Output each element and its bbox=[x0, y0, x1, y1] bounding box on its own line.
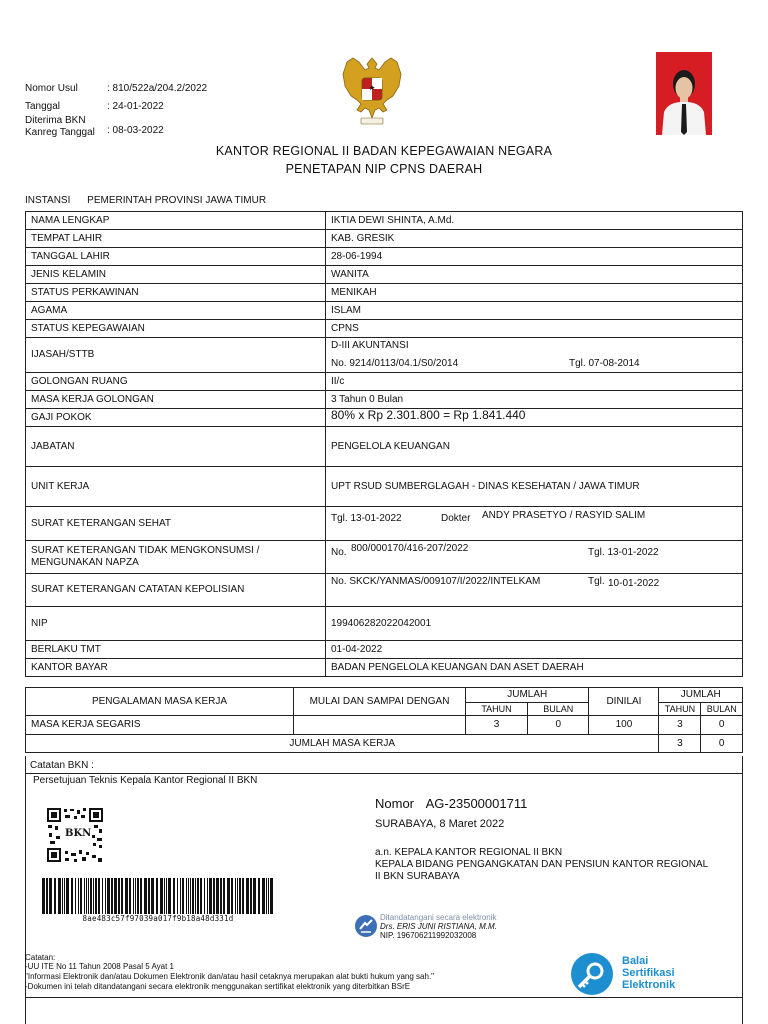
barcode-bar bbox=[209, 878, 212, 914]
barcode-bar bbox=[42, 878, 45, 914]
table-row bbox=[26, 541, 743, 574]
bsre-line-1: Balai bbox=[622, 955, 649, 967]
col-mulai: MULAI DAN SAMPAI DENGAN bbox=[294, 688, 466, 716]
instansi-label: INSTANSI bbox=[25, 195, 71, 206]
bsre-text bbox=[622, 955, 675, 991]
barcode-text: 8ae483c57f97039a017f9b18a48d331d bbox=[82, 914, 234, 923]
total-bulan: 0 bbox=[701, 735, 743, 753]
golongan-value: II/c bbox=[326, 373, 743, 391]
barcode-bar bbox=[118, 878, 120, 914]
table-row bbox=[26, 427, 743, 467]
nip-value: 199406282022042001 bbox=[326, 607, 743, 641]
table-row bbox=[26, 607, 743, 641]
barcode-bar bbox=[180, 878, 181, 914]
table-row bbox=[26, 391, 743, 409]
table-row bbox=[26, 467, 743, 507]
barcode-bar bbox=[173, 878, 175, 914]
footer-divider bbox=[25, 997, 743, 998]
kepolisian-tgl: 10-01-2022 bbox=[608, 578, 660, 589]
napza-label-1: SURAT KETERANGAN TIDAK MENGKONSUMSI / bbox=[31, 545, 260, 556]
col-dinilai: DINILAI bbox=[589, 688, 659, 716]
berlaku-tmt-label: BERLAKU TMT bbox=[26, 641, 326, 659]
status-perkawinan-label: STATUS PERKAWINAN bbox=[26, 284, 326, 302]
barcode-bar bbox=[237, 878, 238, 914]
diterima-value: : 08-03-2022 bbox=[107, 125, 164, 136]
barcode-bar bbox=[121, 878, 123, 914]
ijasah-tgl: Tgl. 07-08-2014 bbox=[569, 358, 640, 369]
unit-kerja-label: UNIT KERJA bbox=[26, 467, 326, 507]
golongan-label: GOLONGAN RUANG bbox=[26, 373, 326, 391]
barcode-bar bbox=[258, 878, 260, 914]
pejabat-nip: NIP. 196706211992032008 bbox=[380, 931, 477, 940]
barcode-bar bbox=[200, 878, 202, 914]
barcode-bar bbox=[75, 878, 76, 914]
nomor-usul-value: : 810/522a/204.2/2022 bbox=[107, 83, 208, 94]
barcode-bar bbox=[192, 878, 194, 914]
footer-line-1: -UU ITE No 11 Tahun 2008 Pasal 5 Ayat 1 bbox=[25, 962, 174, 971]
barcode-bar bbox=[164, 878, 165, 914]
barcode-bar bbox=[90, 878, 92, 914]
barcode-bar bbox=[220, 878, 222, 914]
surat-sehat-dokter-label: Dokter bbox=[441, 513, 471, 524]
kota-tanggal: SURABAYA, 8 Maret 2022 bbox=[375, 818, 505, 830]
tanggal-lahir-value: 28-06-1994 bbox=[326, 248, 743, 266]
barcode-bar bbox=[177, 878, 178, 914]
diterima-label-2: Kanreg Tanggal bbox=[25, 127, 95, 138]
napza-label-2: MENGUNAKAN NAPZA bbox=[31, 557, 139, 568]
barcode bbox=[42, 878, 274, 914]
agama-value: ISLAM bbox=[326, 302, 743, 320]
table-row bbox=[26, 735, 743, 753]
persetujuan-text: Persetujuan Teknis Kepala Kantor Regional II BKN bbox=[33, 775, 258, 786]
barcode-bar bbox=[144, 878, 147, 914]
jenis-kelamin-value: WANITA bbox=[326, 266, 743, 284]
barcode-bar bbox=[102, 878, 103, 914]
barcode-bar bbox=[133, 878, 134, 914]
jabatan-line-1: KEPALA BIDANG PENGANGKATAN DAN PENSIUN KANTOR REGIONAL bbox=[375, 859, 709, 870]
tempat-lahir-value: KAB. GRESIK bbox=[326, 230, 743, 248]
barcode-bar bbox=[242, 878, 244, 914]
jabatan-value: PENGELOLA KEUANGAN bbox=[326, 427, 743, 467]
jabatan-line-2: II BKN SURABAYA bbox=[375, 871, 460, 882]
barcode-bar bbox=[78, 878, 79, 914]
table-row bbox=[26, 230, 743, 248]
tanggal-label: Tanggal bbox=[25, 101, 61, 112]
barcode-bar bbox=[207, 878, 208, 914]
instansi-value: PEMERINTAH PROVINSI JAWA TIMUR bbox=[87, 195, 267, 206]
barcode-bar bbox=[188, 878, 189, 914]
status-kepegawaian-label: STATUS KEPEGAWAIAN bbox=[26, 320, 326, 338]
col-tahun: TAHUN bbox=[466, 703, 528, 716]
table-row bbox=[26, 507, 743, 541]
barcode-bar bbox=[137, 878, 139, 914]
napza-no: 800/000170/416-207/2022 bbox=[351, 543, 469, 554]
footer-line-2: "Informasi Elektronik dan/atau Dokumen Elektronik dan/atau hasil cetaknya merupakan alat bukti hukum yang sah." bbox=[25, 972, 435, 981]
barcode-bar bbox=[125, 878, 128, 914]
barcode-bar bbox=[140, 878, 142, 914]
bsre-line-3: Elektronik bbox=[622, 979, 676, 991]
agama-label: AGAMA bbox=[26, 302, 326, 320]
barcode-bar bbox=[71, 878, 73, 914]
barcode-bar bbox=[195, 878, 196, 914]
status-kepegawaian-value: CPNS bbox=[326, 320, 743, 338]
barcode-bar bbox=[223, 878, 225, 914]
tanggal-lahir-label: TANGGAL LAHIR bbox=[26, 248, 326, 266]
office-title: KANTOR REGIONAL II BADAN KEPEGAWAIAN NEGARA bbox=[215, 144, 553, 158]
row-bulan: 0 bbox=[528, 716, 589, 735]
barcode-bar bbox=[58, 878, 61, 914]
row-dinilai: 100 bbox=[589, 716, 659, 735]
an-line: a.n. KEPALA KANTOR REGIONAL II BKN bbox=[375, 847, 563, 858]
table-row bbox=[26, 409, 743, 427]
unit-kerja-value: UPT RSUD SUMBERGLAGAH - DINAS KESEHATAN / JAWA TIMUR bbox=[326, 467, 743, 507]
table-row bbox=[26, 716, 743, 735]
table-row bbox=[26, 302, 743, 320]
barcode-bar bbox=[46, 878, 48, 914]
barcode-bar bbox=[135, 878, 136, 914]
barcode-bar bbox=[160, 878, 163, 914]
barcode-bar bbox=[166, 878, 167, 914]
nama-label: NAMA LENGKAP bbox=[26, 212, 326, 230]
barcode-bar bbox=[66, 878, 69, 914]
data-table bbox=[25, 211, 743, 677]
ijasah-no: No. 9214/0113/04.1/S0/2014 bbox=[331, 358, 459, 369]
barcode-bar bbox=[98, 878, 100, 914]
barcode-bar bbox=[62, 878, 63, 914]
barcode-bar bbox=[156, 878, 158, 914]
signature-stamp-icon bbox=[354, 914, 378, 938]
barcode-bar bbox=[111, 878, 113, 914]
instansi-row bbox=[25, 195, 266, 206]
barcode-bar bbox=[64, 878, 65, 914]
barcode-bar bbox=[182, 878, 184, 914]
status-perkawinan-value: MENIKAH bbox=[326, 284, 743, 302]
qr-logo-text: BKN bbox=[65, 828, 92, 839]
barcode-bar bbox=[216, 878, 219, 914]
kepolisian-label: SURAT KETERANGAN CATATAN KEPOLISIAN bbox=[26, 574, 326, 607]
barcode-bar bbox=[227, 878, 230, 914]
barcode-bar bbox=[235, 878, 236, 914]
barcode-bar bbox=[86, 878, 87, 914]
barcode-bar bbox=[88, 878, 89, 914]
ijasah-label: IJASAH/STTB bbox=[26, 338, 326, 373]
catatan-divider bbox=[25, 773, 743, 774]
barcode-bar bbox=[107, 878, 110, 914]
barcode-bar bbox=[268, 878, 269, 914]
barcode-bar bbox=[250, 878, 252, 914]
total-tahun: 3 bbox=[659, 735, 701, 753]
tanggal-row bbox=[25, 101, 164, 113]
kepolisian-no: No. SKCK/YANMAS/009107/I/2022/INTELKAM bbox=[331, 576, 541, 587]
row-bulan-2: 0 bbox=[701, 716, 743, 735]
row-tahun-2: 3 bbox=[659, 716, 701, 735]
diterima-row bbox=[25, 115, 164, 139]
col-pengalaman: PENGALAMAN MASA KERJA bbox=[26, 688, 294, 716]
garuda-pancasila-emblem-icon bbox=[339, 52, 405, 132]
barcode-bar bbox=[93, 878, 94, 914]
qr-code-icon bbox=[46, 807, 104, 863]
barcode-bar bbox=[262, 878, 265, 914]
table-row bbox=[26, 212, 743, 230]
table-row bbox=[26, 574, 743, 607]
table-row bbox=[26, 641, 743, 659]
barcode-bar bbox=[114, 878, 117, 914]
bsre-line-2: Sertifikasi bbox=[622, 967, 675, 979]
nama-value: IKTIA DEWI SHINTA, A.Md. bbox=[326, 212, 743, 230]
barcode-bar bbox=[148, 878, 150, 914]
surat-sehat-dokter: ANDY PRASETYO / RASYID SALIM bbox=[482, 510, 646, 521]
barcode-bar bbox=[190, 878, 191, 914]
masa-kerja-table bbox=[25, 687, 743, 753]
barcode-bar bbox=[95, 878, 97, 914]
nomor-row bbox=[375, 796, 527, 811]
barcode-bar bbox=[197, 878, 199, 914]
table-row bbox=[26, 248, 743, 266]
barcode-bar bbox=[80, 878, 82, 914]
table-row bbox=[26, 320, 743, 338]
barcode-bar bbox=[186, 878, 187, 914]
nomor-usul-label: Nomor Usul bbox=[25, 83, 78, 94]
table-row bbox=[26, 659, 743, 677]
ijasah-value: D-III AKUNTANSI bbox=[331, 340, 409, 351]
tanggal-value: : 24-01-2022 bbox=[107, 101, 164, 112]
barcode-bar bbox=[253, 878, 256, 914]
barcode-bar bbox=[105, 878, 106, 914]
footer-line-3: -Dokumen ini telah ditandatangani secara elektronik menggunakan sertifikat elektronik yang diterbitkan BSrE bbox=[25, 982, 411, 991]
barcode-bar bbox=[54, 878, 56, 914]
row-tahun: 3 bbox=[466, 716, 528, 735]
surat-sehat-tgl: Tgl. 13-01-2022 bbox=[331, 513, 402, 524]
col-jumlah: JUMLAH bbox=[466, 688, 589, 703]
pejabat-name: Drs. ERIS JUNI RISTIANA, M.M. bbox=[380, 922, 497, 931]
col-bulan: BULAN bbox=[528, 703, 589, 716]
id-photo bbox=[656, 52, 712, 135]
catatan-label: Catatan BKN : bbox=[30, 760, 94, 771]
diterima-label-1: Diterima BKN bbox=[25, 115, 86, 126]
row-label: MASA KERJA SEGARIS bbox=[26, 716, 294, 735]
masa-golongan-label: MASA KERJA GOLONGAN bbox=[26, 391, 326, 409]
kantor-bayar-value: BADAN PENGELOLA KEUANGAN DAN ASET DAERAH bbox=[326, 659, 743, 677]
document-title: PENETAPAN NIP CPNS DAERAH bbox=[285, 162, 483, 176]
table-row bbox=[26, 338, 743, 373]
bsre-logo-icon bbox=[570, 952, 614, 996]
footer-catatan: Catatan: bbox=[25, 953, 56, 962]
barcode-bar bbox=[84, 878, 85, 914]
table-row bbox=[26, 373, 743, 391]
nomor-label: Nomor bbox=[375, 796, 415, 811]
barcode-bar bbox=[266, 878, 267, 914]
barcode-bar bbox=[231, 878, 233, 914]
kantor-bayar-label: KANTOR BAYAR bbox=[26, 659, 326, 677]
nip-label: NIP bbox=[26, 607, 326, 641]
barcode-bar bbox=[204, 878, 205, 914]
col-tahun-2: TAHUN bbox=[659, 703, 701, 716]
kepolisian-tgl-label: Tgl. bbox=[588, 576, 605, 587]
barcode-bar bbox=[168, 878, 171, 914]
jabatan-label: JABATAN bbox=[26, 427, 326, 467]
col-jumlah-2: JUMLAH bbox=[659, 688, 743, 703]
table-row bbox=[26, 266, 743, 284]
ttd-note: Ditandatangani secara elektronik bbox=[380, 913, 497, 922]
gaji-value: 80% x Rp 2.301.800 = Rp 1.841.440 bbox=[326, 409, 743, 427]
total-label: JUMLAH MASA KERJA bbox=[26, 735, 659, 753]
barcode-bar bbox=[151, 878, 154, 914]
barcode-bar bbox=[213, 878, 215, 914]
napza-no-label: No. bbox=[331, 547, 347, 558]
gaji-label: GAJI POKOK bbox=[26, 409, 326, 427]
nomor-usul-row bbox=[25, 83, 207, 95]
masa-golongan-value: 3 Tahun 0 Bulan bbox=[326, 391, 743, 409]
barcode-bars bbox=[42, 878, 274, 914]
barcode-bar bbox=[270, 878, 273, 914]
barcode-bar bbox=[49, 878, 52, 914]
nomor-value: AG-23500001711 bbox=[425, 796, 528, 811]
col-bulan-2: BULAN bbox=[701, 703, 743, 716]
berlaku-tmt-value: 01-04-2022 bbox=[326, 641, 743, 659]
barcode-bar bbox=[239, 878, 241, 914]
barcode-bar bbox=[129, 878, 131, 914]
table-row bbox=[26, 284, 743, 302]
barcode-bar bbox=[246, 878, 249, 914]
surat-sehat-label: SURAT KETERANGAN SEHAT bbox=[26, 507, 326, 541]
jenis-kelamin-label: JENIS KELAMIN bbox=[26, 266, 326, 284]
tempat-lahir-label: TEMPAT LAHIR bbox=[26, 230, 326, 248]
napza-tgl: Tgl. 13-01-2022 bbox=[588, 547, 659, 558]
